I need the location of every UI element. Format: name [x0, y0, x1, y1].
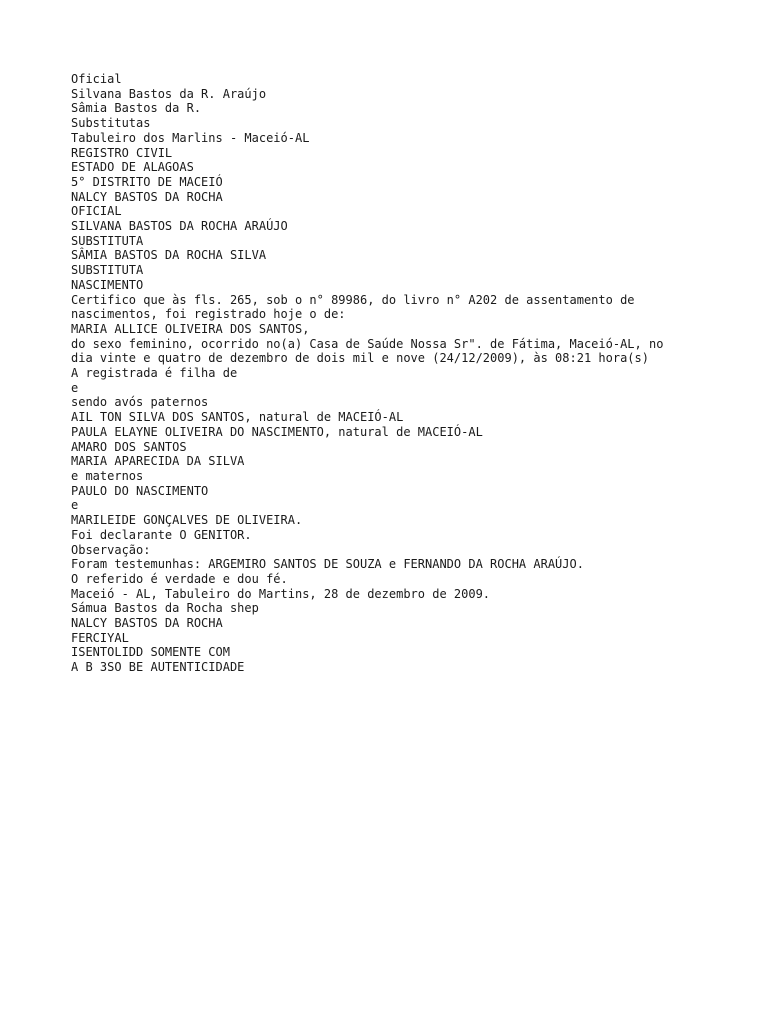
substitute-2-role: SUBSTITUTA	[71, 263, 144, 278]
header-substitute-name: Sâmia Bastos da R.	[71, 101, 202, 116]
father-name: AIL TON SILVA DOS SANTOS, natural de MACEIÓ-AL	[71, 410, 404, 425]
maternal-grandfather: PAULO DO NASCIMENTO	[71, 483, 209, 498]
certification-statement: Certifico que às fls. 265, sob o n° 89986, do livro n° A202 de assentamento de	[71, 292, 635, 307]
substitute-1-name: SILVANA BASTOS DA ROCHA ARAÚJO	[71, 219, 288, 234]
official-role: OFICIAL	[71, 204, 122, 219]
observation-label: Observação:	[71, 542, 151, 557]
birth-date-time: dia vinte e quatro de dezembro de dois mil e nove (24/12/2009), às 08:21 hora(s)	[71, 351, 649, 366]
certificate-type: NASCIMENTO	[71, 277, 144, 292]
registered-person-name: MARIA ALLICE OLIVEIRA DOS SANTOS,	[71, 321, 310, 336]
conjunction-e-2: e	[71, 498, 79, 513]
witnesses: Foram testemunhas: ARGEMIRO SANTOS DE SOUZA e FERNANDO DA ROCHA ARAÚJO.	[71, 557, 584, 572]
registry-state: ESTADO DE ALAGOAS	[71, 160, 194, 175]
attestation: O referido é verdade e dou fé.	[71, 571, 288, 586]
header-address: Tabuleiro dos Marlins - Maceió-AL	[71, 130, 310, 145]
paternal-grandmother: MARIA APARECIDA DA SILVA	[71, 454, 245, 469]
signatory-name: NALCY BASTOS DA ROCHA	[71, 616, 223, 631]
parents-intro: A registrada é filha de	[71, 366, 238, 381]
substitute-1-role: SUBSTITUTA	[71, 233, 144, 248]
registry-district: 5° DISTRITO DE MACEIÓ	[71, 174, 223, 189]
header-oficial-label: Oficial	[71, 72, 122, 86]
declarant: Foi declarante O GENITOR.	[71, 527, 252, 542]
maternal-grandparents-label: e maternos	[71, 468, 144, 483]
mother-name: PAULA ELAYNE OLIVEIRA DO NASCIMENTO, natural de MACEIÓ-AL	[71, 424, 483, 439]
registry-title: REGISTRO CIVIL	[71, 145, 173, 160]
header-substitutas-label: Substitutas	[71, 116, 151, 131]
header-oficial-name: Silvana Bastos da R. Araújo	[71, 86, 267, 101]
official-name: NALCY BASTOS DA ROCHA	[71, 189, 223, 204]
certificate-text	[71, 72, 731, 675]
maternal-grandmother: MARILEIDE GONÇALVES DE OLIVEIRA.	[71, 513, 303, 528]
place-date: Maceió - AL, Tabuleiro do Martins, 28 de dezembro de 2009.	[71, 586, 491, 601]
substitute-2-name: SÂMIA BASTOS DA ROCHA SILVA	[71, 248, 267, 263]
paternal-grandfather: AMARO DOS SANTOS	[71, 439, 187, 454]
signature-line: Sámua Bastos da Rocha shep	[71, 601, 259, 616]
authenticity-note: A B 3SO BE AUTENTICIDADE	[71, 660, 245, 675]
paternal-grandparents-label: sendo avós paternos	[71, 395, 209, 410]
validity-note: ISENTOLIDD SOMENTE COM	[71, 645, 230, 660]
certification-statement-cont: nascimentos, foi registrado hoje o de:	[71, 307, 346, 322]
signatory-role: FERCIYAL	[71, 630, 129, 645]
birth-details: do sexo feminino, ocorrido no(a) Casa de Saúde Nossa Sr". de Fátima, Maceió-AL, no	[71, 336, 664, 351]
conjunction-e: e	[71, 380, 79, 395]
